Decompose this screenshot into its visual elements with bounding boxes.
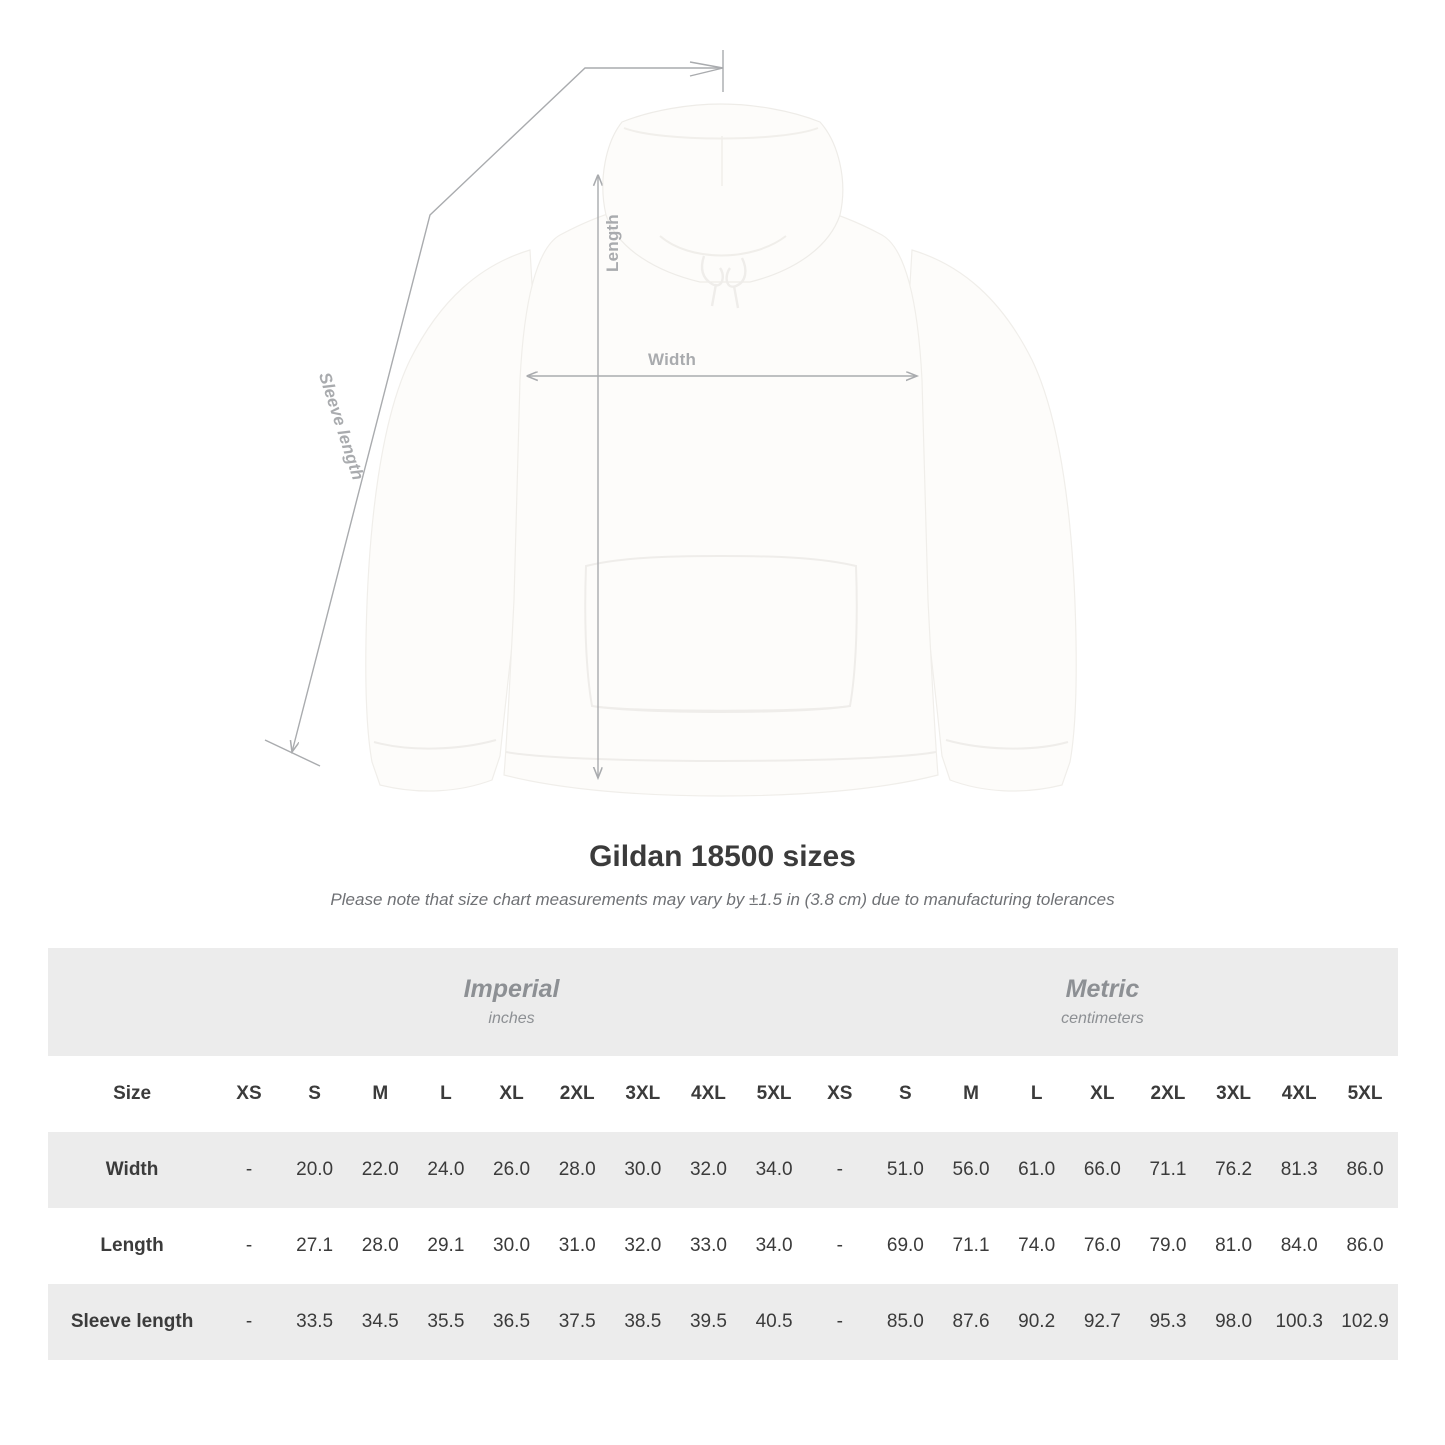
length-metric-4xl: 84.0 — [1266, 1208, 1332, 1284]
length-imperial-s: 27.1 — [282, 1208, 348, 1284]
imperial-unit-sub: inches — [488, 1009, 535, 1027]
width-metric-s: 51.0 — [873, 1132, 939, 1208]
size-header-imperial-4xl: 4XL — [676, 1056, 742, 1132]
size-header-imperial-3xl: 3XL — [610, 1056, 676, 1132]
width-imperial-xs: - — [216, 1132, 282, 1208]
size-header-metric-xs: XS — [807, 1056, 873, 1132]
width-metric-2xl: 71.1 — [1135, 1132, 1201, 1208]
size-header-imperial-l: L — [413, 1056, 479, 1132]
sleeve-metric-s: 85.0 — [873, 1284, 939, 1360]
length-imperial-xl: 30.0 — [479, 1208, 545, 1284]
table-row — [48, 1208, 1398, 1284]
size-header-metric-2xl: 2XL — [1135, 1056, 1201, 1132]
length-imperial-l: 29.1 — [413, 1208, 479, 1284]
size-header-metric-l: L — [1004, 1056, 1070, 1132]
table-row — [48, 1284, 1398, 1360]
sleeve-imperial-s: 33.5 — [282, 1284, 348, 1360]
width-imperial-m: 22.0 — [347, 1132, 413, 1208]
sleeve-imperial-3xl: 38.5 — [610, 1284, 676, 1360]
sleeve-metric-m: 87.6 — [938, 1284, 1004, 1360]
row-label-sleeve-length: Sleeve length — [48, 1284, 216, 1360]
size-header-imperial-5xl: 5XL — [741, 1056, 807, 1132]
imperial-unit-name: Imperial — [463, 975, 560, 1004]
size-header-imperial-m: M — [347, 1056, 413, 1132]
length-metric-5xl: 86.0 — [1332, 1208, 1398, 1284]
sleeve-imperial-xl: 36.5 — [479, 1284, 545, 1360]
row-label-length: Length — [48, 1208, 216, 1284]
size-header-imperial-xl: XL — [479, 1056, 545, 1132]
page-title: Gildan 18500 sizes — [589, 840, 856, 873]
width-imperial-2xl: 28.0 — [544, 1132, 610, 1208]
width-metric-3xl: 76.2 — [1201, 1132, 1267, 1208]
size-header-imperial-xs: XS — [216, 1056, 282, 1132]
units-header-spacer — [48, 948, 216, 1056]
length-imperial-m: 28.0 — [347, 1208, 413, 1284]
width-metric-4xl: 81.3 — [1266, 1132, 1332, 1208]
length-metric-xl: 76.0 — [1069, 1208, 1135, 1284]
sleeve-metric-xs: - — [807, 1284, 873, 1360]
size-header-metric-xl: XL — [1069, 1056, 1135, 1132]
metric-unit-sub: centimeters — [1061, 1009, 1144, 1027]
measurement-tolerance-note: Please note that size chart measurements may vary by ±1.5 in (3.8 cm) due to manufacturing tolerances — [330, 890, 1115, 909]
sleeve-metric-xl: 92.7 — [1069, 1284, 1135, 1360]
length-metric-xs: - — [807, 1208, 873, 1284]
width-imperial-s: 20.0 — [282, 1132, 348, 1208]
width-imperial-l: 24.0 — [413, 1132, 479, 1208]
size-header-imperial-2xl: 2XL — [544, 1056, 610, 1132]
sleeve-metric-5xl: 102.9 — [1332, 1284, 1398, 1360]
length-imperial-3xl: 32.0 — [610, 1208, 676, 1284]
metric-unit-header — [807, 948, 1398, 1056]
sleeve-imperial-l: 35.5 — [413, 1284, 479, 1360]
width-imperial-3xl: 30.0 — [610, 1132, 676, 1208]
metric-unit-name: Metric — [1065, 975, 1140, 1004]
size-header-metric-m: M — [938, 1056, 1004, 1132]
sleeve-imperial-5xl: 40.5 — [741, 1284, 807, 1360]
size-header-metric-4xl: 4XL — [1266, 1056, 1332, 1132]
width-imperial-5xl: 34.0 — [741, 1132, 807, 1208]
sleeve-imperial-2xl: 37.5 — [544, 1284, 610, 1360]
length-imperial-4xl: 33.0 — [676, 1208, 742, 1284]
width-metric-5xl: 86.0 — [1332, 1132, 1398, 1208]
length-metric-l: 74.0 — [1004, 1208, 1070, 1284]
size-label-cell: Size — [48, 1056, 216, 1132]
width-metric-xl: 66.0 — [1069, 1132, 1135, 1208]
length-imperial-5xl: 34.0 — [741, 1208, 807, 1284]
length-metric-2xl: 79.0 — [1135, 1208, 1201, 1284]
width-dimension-label: Width — [648, 350, 697, 369]
width-metric-xs: - — [807, 1132, 873, 1208]
size-header-metric-s: S — [873, 1056, 939, 1132]
hoodie-shape — [366, 104, 1076, 796]
length-imperial-2xl: 31.0 — [544, 1208, 610, 1284]
imperial-unit-header — [216, 948, 807, 1056]
size-header-row — [48, 1056, 1398, 1132]
units-header-row — [48, 948, 1398, 1056]
length-imperial-xs: - — [216, 1208, 282, 1284]
table-row — [48, 1132, 1398, 1208]
width-imperial-4xl: 32.0 — [676, 1132, 742, 1208]
size-table-container — [48, 948, 1398, 1360]
size-table — [48, 948, 1398, 1360]
length-metric-s: 69.0 — [873, 1208, 939, 1284]
width-metric-m: 56.0 — [938, 1132, 1004, 1208]
width-imperial-xl: 26.0 — [479, 1132, 545, 1208]
sleeve-imperial-4xl: 39.5 — [676, 1284, 742, 1360]
size-header-metric-3xl: 3XL — [1201, 1056, 1267, 1132]
sleeve-metric-2xl: 95.3 — [1135, 1284, 1201, 1360]
sleeve-imperial-xs: - — [216, 1284, 282, 1360]
row-label-width: Width — [48, 1132, 216, 1208]
sleeve-metric-4xl: 100.3 — [1266, 1284, 1332, 1360]
sleeve-imperial-m: 34.5 — [347, 1284, 413, 1360]
size-header-imperial-s: S — [282, 1056, 348, 1132]
sleeve-metric-l: 90.2 — [1004, 1284, 1070, 1360]
size-header-metric-5xl: 5XL — [1332, 1056, 1398, 1132]
length-metric-m: 71.1 — [938, 1208, 1004, 1284]
sleeve-metric-3xl: 98.0 — [1201, 1284, 1267, 1360]
length-dimension-label: Length — [603, 214, 622, 272]
length-metric-3xl: 81.0 — [1201, 1208, 1267, 1284]
sleeve-length-dimension-label: Sleeve length — [314, 370, 368, 483]
width-metric-l: 61.0 — [1004, 1132, 1070, 1208]
